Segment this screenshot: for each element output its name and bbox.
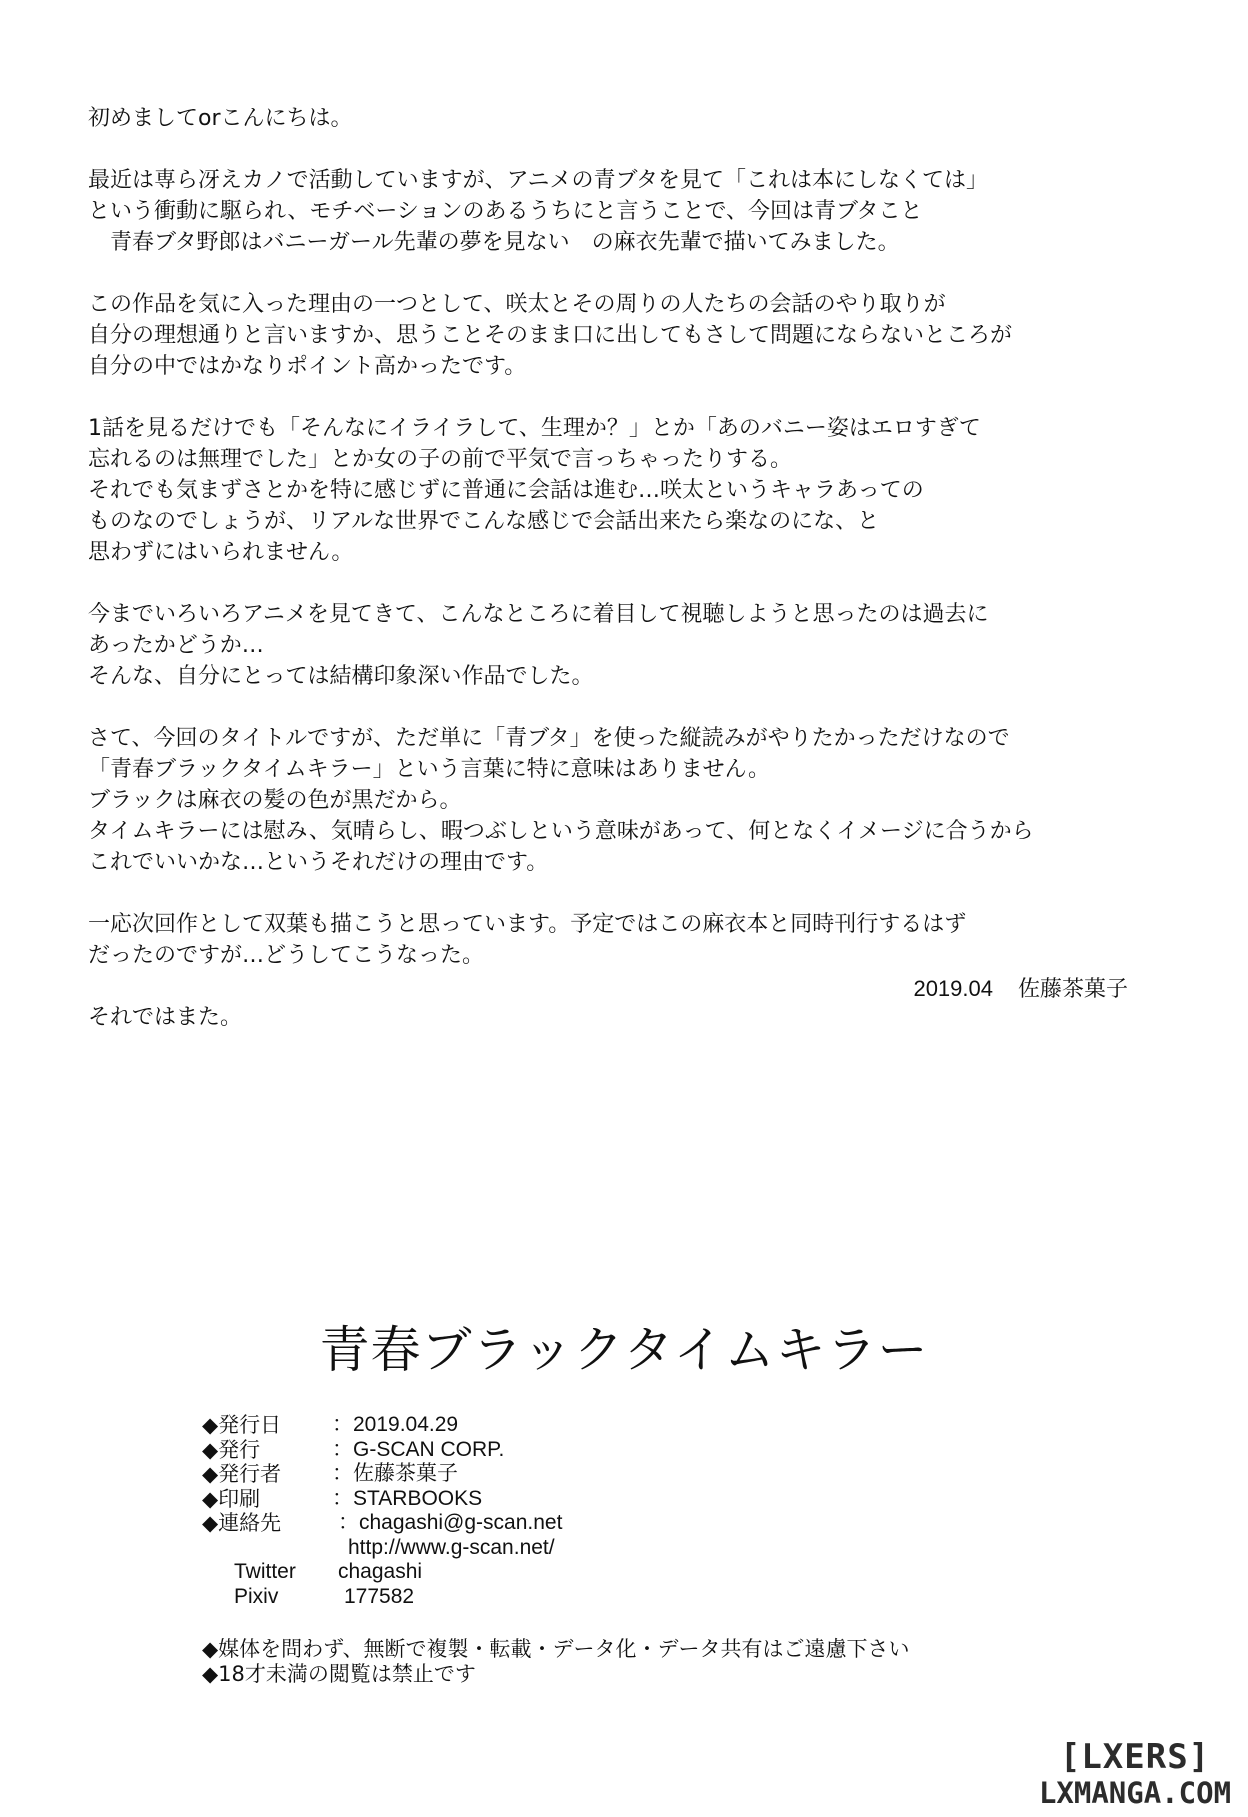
colophon-row-pixiv — [202, 1585, 562, 1610]
issuer-label: ◆発行者 — [202, 1462, 282, 1486]
afterword-line: だったのですが…どうしてこうなった。 — [88, 943, 485, 968]
afterword-line: ブラックは麻衣の髪の色が黒だから。 — [88, 788, 462, 813]
contact-url: http://www.g-scan.net/ — [348, 1535, 555, 1559]
signature-author: 佐藤茶菓子 — [1017, 977, 1128, 1002]
publisher-value: ：G-SCAN CORP. — [332, 1437, 505, 1461]
issue-date-label: ◆発行日 — [202, 1413, 282, 1437]
afterword-line: 青春ブタ野郎はバニーガール先輩の夢を見ない の麻衣先輩で描いてみました。 — [88, 230, 900, 255]
contact-email: ：chagashi@g-scan.net — [338, 1511, 563, 1534]
afterword-line: 「青春ブラックタイムキラー」という言葉に特に意味はありません。 — [88, 757, 771, 782]
issuer-value: ：佐藤茶菓子 — [332, 1462, 458, 1485]
afterword-paragraph — [88, 1002, 1168, 1033]
publisher-label: ◆発行 — [202, 1437, 261, 1462]
afterword-paragraph — [88, 599, 1168, 692]
afterword-line: 思わずにはいられません。 — [88, 540, 354, 565]
afterword-paragraph — [88, 289, 1168, 382]
issue-date-value: ：2019.04.29 — [332, 1413, 459, 1436]
afterword-paragraph — [88, 413, 1168, 568]
afterword-paragraph — [88, 723, 1168, 878]
afterword-line: という衝動に駆られ、モチベーションのあるうちにと言うことで、今回は青ブタこと — [88, 199, 923, 224]
afterword-line: 一応次回作として双葉も描こうと思っています。予定ではこの麻衣本と同時刊行するはず — [88, 912, 967, 937]
afterword-line: 自分の中ではかなりポイント高かったです。 — [88, 354, 527, 379]
afterword-paragraph — [88, 165, 1168, 258]
colophon-row-twitter — [202, 1560, 562, 1585]
colophon-title: 青春ブラックタイムキラー — [319, 1321, 929, 1379]
colophon-row-issuer — [202, 1462, 562, 1487]
notice-no-reproduction: ◆媒体を問わず、無断で複製・転載・データ化・データ共有はご遠慮下さい — [202, 1637, 910, 1661]
colophon-row-publisher — [202, 1438, 562, 1463]
afterword-line: 最近は専ら冴えカノで活動していますが、アニメの青ブタを見て「これは本にしなくては」 — [88, 168, 989, 193]
watermark-bottom: LXMANGA.COM — [1038, 1776, 1232, 1810]
afterword-line: あったかどうか… — [88, 633, 264, 658]
pixiv-value: 177582 — [344, 1584, 415, 1608]
colophon-row-url — [202, 1536, 562, 1561]
afterword-line: これでいいかな…というそれだけの理由です。 — [88, 850, 549, 875]
notice-age-restriction: ◆18才未満の閲覧は禁止です — [202, 1662, 476, 1686]
afterword-line: タイムキラーには慰み、気晴らし、暇つぶしという意味があって、何となくイメージに合うから — [88, 819, 1034, 844]
afterword-line: それでも気まずさとかを特に感じずに普通に会話は進む…咲太というキャラあっての — [88, 478, 924, 503]
afterword-line: ものなのでしょうが、リアルな世界でこんな感じで会話出来たら楽なのにな、と — [88, 509, 880, 534]
printer-label: ◆印刷 — [202, 1486, 261, 1511]
notices — [202, 1637, 909, 1687]
afterword-line: さて、今回のタイトルですが、ただ単に「青ブタ」を使った縦読みがやりたかっただけなので — [88, 726, 1010, 751]
afterword-paragraph — [88, 103, 1168, 134]
afterword-line: そんな、自分にとっては結構印象深い作品でした。 — [88, 664, 594, 689]
colophon-row-issue-date — [202, 1413, 562, 1438]
afterword-line: 今までいろいろアニメを見てきて、こんなところに着目して視聴しようと思ったのは過去に — [88, 602, 989, 627]
afterword-line: 初めましてorこんにちは。 — [88, 106, 353, 131]
afterword-text — [88, 103, 1168, 1064]
afterword-line: 忘れるのは無理でした」とか女の子の前で平気で言っちゃったりする。 — [88, 447, 793, 472]
afterword-line: 1話を見るだけでも「そんなにイライラして、生理か？」とか「あのバニー姿はエロすぎて — [88, 416, 981, 441]
colophon-row-printer — [202, 1487, 562, 1512]
site-watermark-logo — [1030, 1737, 1240, 1809]
colophon-row-contact — [202, 1511, 562, 1536]
twitter-value: chagashi — [338, 1560, 423, 1583]
afterword-line: 自分の理想通りと言いますか、思うことそのまま口に出してもさして問題にならないところが — [88, 323, 1013, 348]
afterword-signature — [913, 973, 1128, 1005]
colophon-info — [202, 1413, 562, 1609]
afterword-line: この作品を気に入った理由の一つとして、咲太とその周りの人たちの会話のやり取りが — [88, 292, 946, 317]
afterword-paragraph — [88, 909, 1168, 971]
signature-date: 2019.04 — [913, 976, 993, 1001]
contact-label: ◆連絡先 — [202, 1511, 282, 1535]
pixiv-label: Pixiv — [234, 1584, 279, 1608]
watermark-top: [LXERS] — [1059, 1737, 1211, 1777]
twitter-label: Twitter — [234, 1560, 296, 1583]
printer-value: ：STARBOOKS — [332, 1486, 483, 1510]
afterword-line: それではまた。 — [88, 1005, 243, 1030]
